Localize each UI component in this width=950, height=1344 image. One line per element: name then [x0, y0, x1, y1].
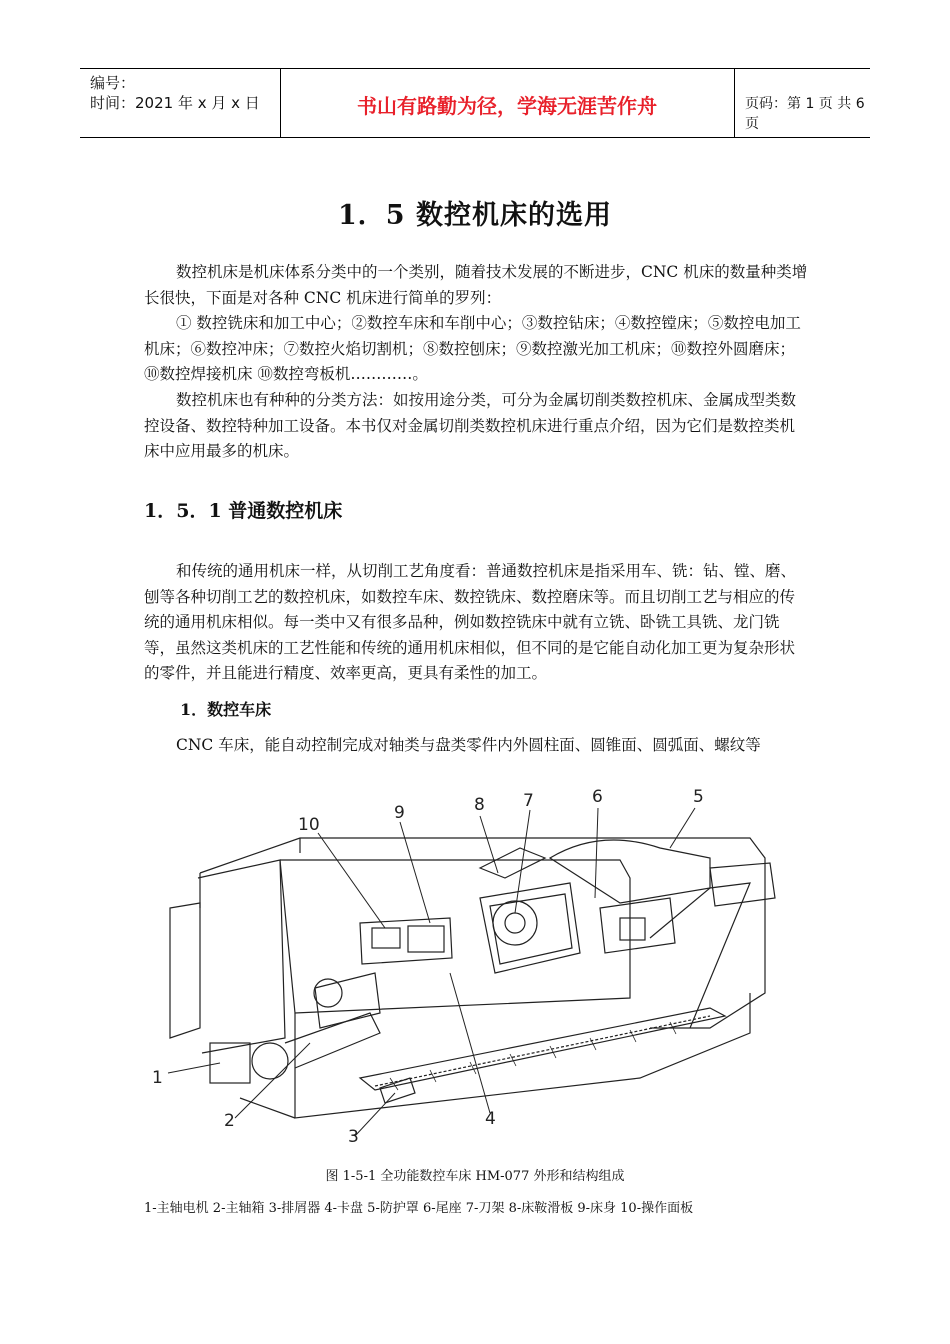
callout-8: 8 [474, 795, 485, 815]
page-header [80, 68, 870, 138]
date-label: 时间：2021 年 x 月 x 日 [90, 94, 260, 112]
callout-4: 4 [485, 1109, 496, 1129]
section-heading: 1．5．1 普通数控机床 [144, 500, 343, 522]
subsection-heading: 1．数控车床 [180, 700, 272, 719]
motto: 书山有路勤为径，学海无涯苦作舟 [357, 94, 657, 118]
callout-9: 9 [394, 803, 405, 823]
intro-paragraph-1: 数控机床是机床体系分类中的一个类别，随着技术发展的不断进步，CNC 机床的数量种类增长很快，下面是对各种 CNC 机床进行简单的罗列： [144, 263, 808, 307]
page-title: 1．5 数控机床的选用 [338, 200, 612, 231]
callout-7: 7 [523, 791, 534, 811]
figure-legend: 1-主轴电机 2-主轴箱 3-排屑器 4-卡盘 5-防护罩 6-尾座 7-刀架 8-床鞍滑板 9-床身 10-操作面板 [144, 1201, 694, 1216]
callout-1: 1 [152, 1068, 163, 1088]
page-number: 页码：第 1 页 共 6 页 [745, 96, 865, 132]
callout-2: 2 [224, 1111, 235, 1131]
section-paragraph: 和传统的通用机床一样，从切削工艺角度看：普通数控机床是指采用车、铣：钻、镗、磨、刨等各种切削工艺的数控机床，如数控车床、数控铣床、数控磨床等。而且切削工艺与相应的传统的通用机床相似。每一类中又有很多品种，例如数控铣床中就有立铣、卧铣工具铣、龙门铣等，虽然这类机床的工艺性能和传统的通用机床相似，但不同的是它能自动化加工更为复杂形状的零件，并且能进行精度、效率更高，更具有柔性的加工。 [144, 562, 797, 682]
callout-labels [152, 787, 704, 1147]
subsection-paragraph: CNC 车床，能自动控制完成对轴类与盘类零件内外圆柱面、圆锥面、圆弧面、螺纹等 [176, 736, 761, 754]
header-motto-cell [280, 69, 735, 137]
callout-6: 6 [592, 787, 603, 807]
lathe-diagram [150, 778, 800, 1148]
callout-3: 3 [348, 1127, 359, 1147]
intro-paragraph-2: ① 数控铣床和加工中心；②数控车床和车削中心；③数控钻床；④数控镗床；⑤数控电加工机床；⑥数控冲床；⑦数控火焰切割机；⑧数控刨床；⑨数控激光加工机床；⑩数控外圆磨床；⑩数控焊接机床 ⑩数控弯板机…………。 [144, 314, 801, 383]
intro-paragraph-3: 数控机床也有种种的分类方法：如按用途分类，可分为金属切削类数控机床、金属成型类数控设备、数控特种加工设备。本书仅对金属切削类数控机床进行重点介绍，因为它们是数控类机床中应用最多的机床。 [144, 391, 797, 460]
serial-label: 编号： [90, 74, 136, 92]
callout-10: 10 [298, 815, 320, 835]
callout-5: 5 [693, 787, 704, 807]
header-meta-cell [80, 69, 281, 137]
figure-caption: 图 1-5-1 全功能数控车床 HM-077 外形和结构组成 [325, 1169, 625, 1184]
header-page-cell [735, 69, 870, 137]
